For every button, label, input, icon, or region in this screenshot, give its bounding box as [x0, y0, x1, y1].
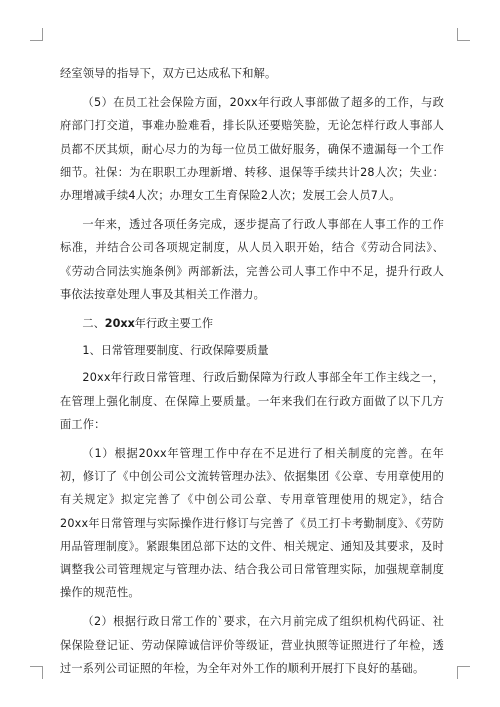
paragraph: 一年来，透过各项任务完成，逐步提高了行政人事部在人事工作的工作标准，并结合公司各项规定制度，从人员入职开始，结合《劳动合同法》、《劳动合同法实施条例》两部新法，完善公司人事工作中不足，提升行政人事依法按章处理人事及其相关工作潜力。 [60, 218, 444, 301]
crop-mark-bottom-left [30, 666, 43, 679]
paragraph: 经室领导的指导下，双方已达成私下和解。 [60, 67, 277, 80]
section-heading-year: 20xx [104, 317, 135, 331]
crop-mark-top-right [457, 28, 470, 41]
crop-mark-bottom-right [457, 666, 470, 679]
section-heading [60, 312, 444, 335]
paragraph: （5）在员工社会保险方面，20xx年行政人事部做了超多的工作，与政府部门打交道，事难办脸难看，排长队还要赔笑脸，无论怎样行政人事部人员都不厌其烦，耐心尽力的为每一位员工做好服务，确保不遗漏每一个工作细节。社保：为在职职工办理新增、转移、退保等手续共计28人次；失业：办理增减手续4人次；办理女工生育保险2人次；发展工会人员7人。 [60, 96, 444, 203]
document-body [60, 62, 444, 686]
section-heading-prefix: 二、 [82, 317, 105, 331]
paragraph: （2）根据行政日常工作的`要求，在六月前完成了组织机构代码证、社保保险登记证、劳动保障诚信评价等级证，营业执照等证照进行了年检，透过一系列公司证照的年检，为全年对外工作的顺利开展打下良好的基础。 [60, 615, 444, 675]
paragraph: 20xx年行政日常管理、行政后勤保障为行政人事部全年工作主线之一，在管理上强化制度、在保障上要质量。一年来我们在行政方面做了以下几方面工作： [60, 371, 444, 431]
section-heading-suffix: 年行政主要工作 [134, 317, 214, 331]
crop-mark-top-left [30, 28, 43, 41]
paragraph: （1）根据20xx年管理工作中存在不足进行了相关制度的完善。在年初，修订了《中创公司公文流转管理办法》、依据集团《公章、专用章使用的有关规定》拟定完善了《中创公司公章、专用章管理使用的规定》，结合20xx年日常管理与实际操作进行修订与完善了《员工打卡考勤制度》、《劳防用品管理制度》。紧跟集团总部下达的文件、相关规定、通知及其要求，及时调整我公司管理规定与管理办法、结合我公司日常管理实际，加强规章制度操作的规范性。 [60, 447, 444, 600]
sub-heading: 1、日常管理要制度、行政保障要质量 [82, 344, 269, 358]
